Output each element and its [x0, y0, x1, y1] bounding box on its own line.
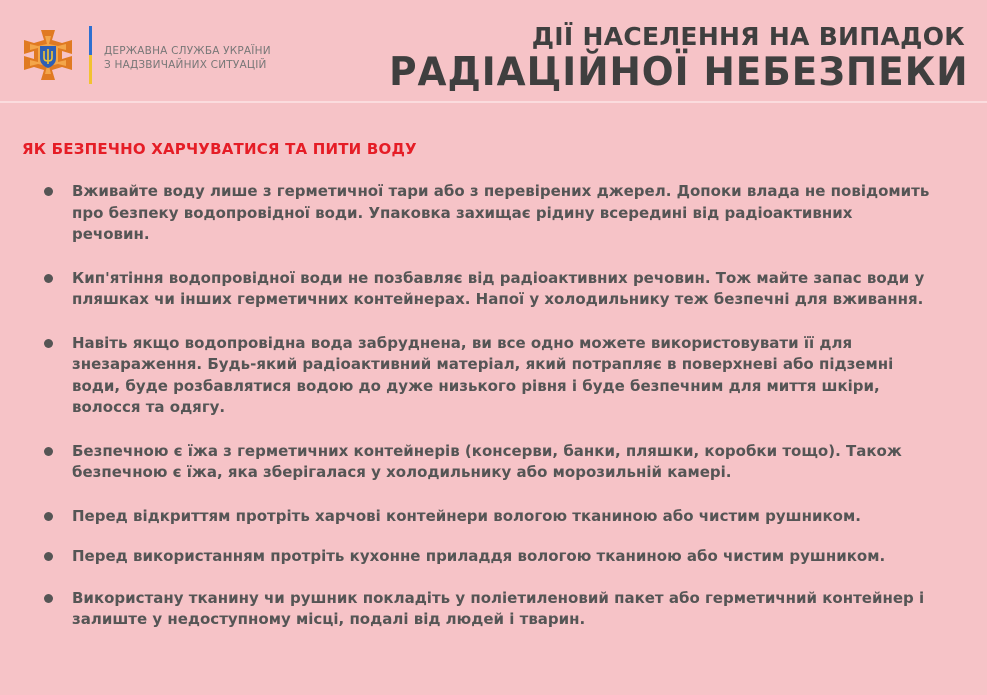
org-line-1: ДЕРЖАВНА СЛУЖБА УКРАЇНИ [104, 45, 271, 57]
header-divider [89, 26, 92, 84]
bullet-text: Перед використанням протріть кухонне приладдя вологою тканиною або чистим рушником. [72, 547, 886, 565]
org-line-2: З НАДЗВИЧАЙНИХ СИТУАЦІЙ [104, 59, 267, 71]
bullet-text: Використану тканину чи рушник покладіть у поліетиленовий пакет або герметичний контейнер і залиште у недоступному місці, подалі від людей і тварин. [72, 588, 925, 628]
list-item [44, 181, 934, 246]
list-item [44, 506, 934, 528]
bullet-dot-icon [44, 447, 53, 456]
bullet-list [44, 181, 934, 650]
bullet-dot-icon [44, 274, 53, 283]
bullet-dot-icon [44, 512, 53, 521]
list-item [44, 268, 934, 311]
bullet-text: Вживайте воду лише з герметичної тари або з перевірених джерел. Допоки влада не повідомить про безпеку водопровідної води. Упаковка захищає рідину всередині від радіоактивних речовин. [72, 182, 930, 243]
list-item [44, 333, 934, 419]
list-item [44, 588, 934, 631]
emergency-service-cross-icon [22, 28, 74, 82]
section-title: ЯК БЕЗПЕЧНО ХАРЧУВАТИСЯ ТА ПИТИ ВОДУ [22, 140, 417, 158]
bullet-dot-icon [44, 339, 53, 348]
bullet-dot-icon [44, 187, 53, 196]
page-title-line-2: РАДІАЦІЙНОЇ НЕБЕЗПЕКИ [389, 50, 969, 95]
bullet-text: Безпечною є їжа з герметичних контейнерів (консерви, банки, пляшки, коробки тощо). Також безпечною є їжа, яка зберігалася у холодильнику або морозильній камері. [72, 441, 902, 481]
organization-name [104, 44, 271, 72]
bullet-text: Кип'ятіння водопровідної води не позбавляє від радіоактивних речовин. Тож майте запас води у пляшках чи інших герметичних контейнерах. Напої у холодильнику теж безпечні для вживання. [72, 268, 925, 308]
header [0, 0, 987, 100]
list-item [44, 546, 934, 568]
header-rule [0, 101, 987, 103]
page-title-line-1: ДІЇ НАСЕЛЕННЯ НА ВИПАДОК [531, 22, 965, 51]
bullet-text: Навіть якщо водопровідна вода забруднена, ви все одно можете використовувати її для знезараження. Будь-який радіоактивний матеріал, який потрапляє в поверхневі або підземні води, буде розбавлятися водою до дуже низького рівня і буде безпечним для миття шкіри, волосся та одягу. [72, 333, 894, 416]
bullet-text: Перед відкриттям протріть харчові контейнери вологою тканиною або чистим рушником. [72, 506, 861, 525]
list-item [44, 441, 934, 484]
bullet-dot-icon [44, 594, 53, 603]
bullet-dot-icon [44, 552, 53, 561]
